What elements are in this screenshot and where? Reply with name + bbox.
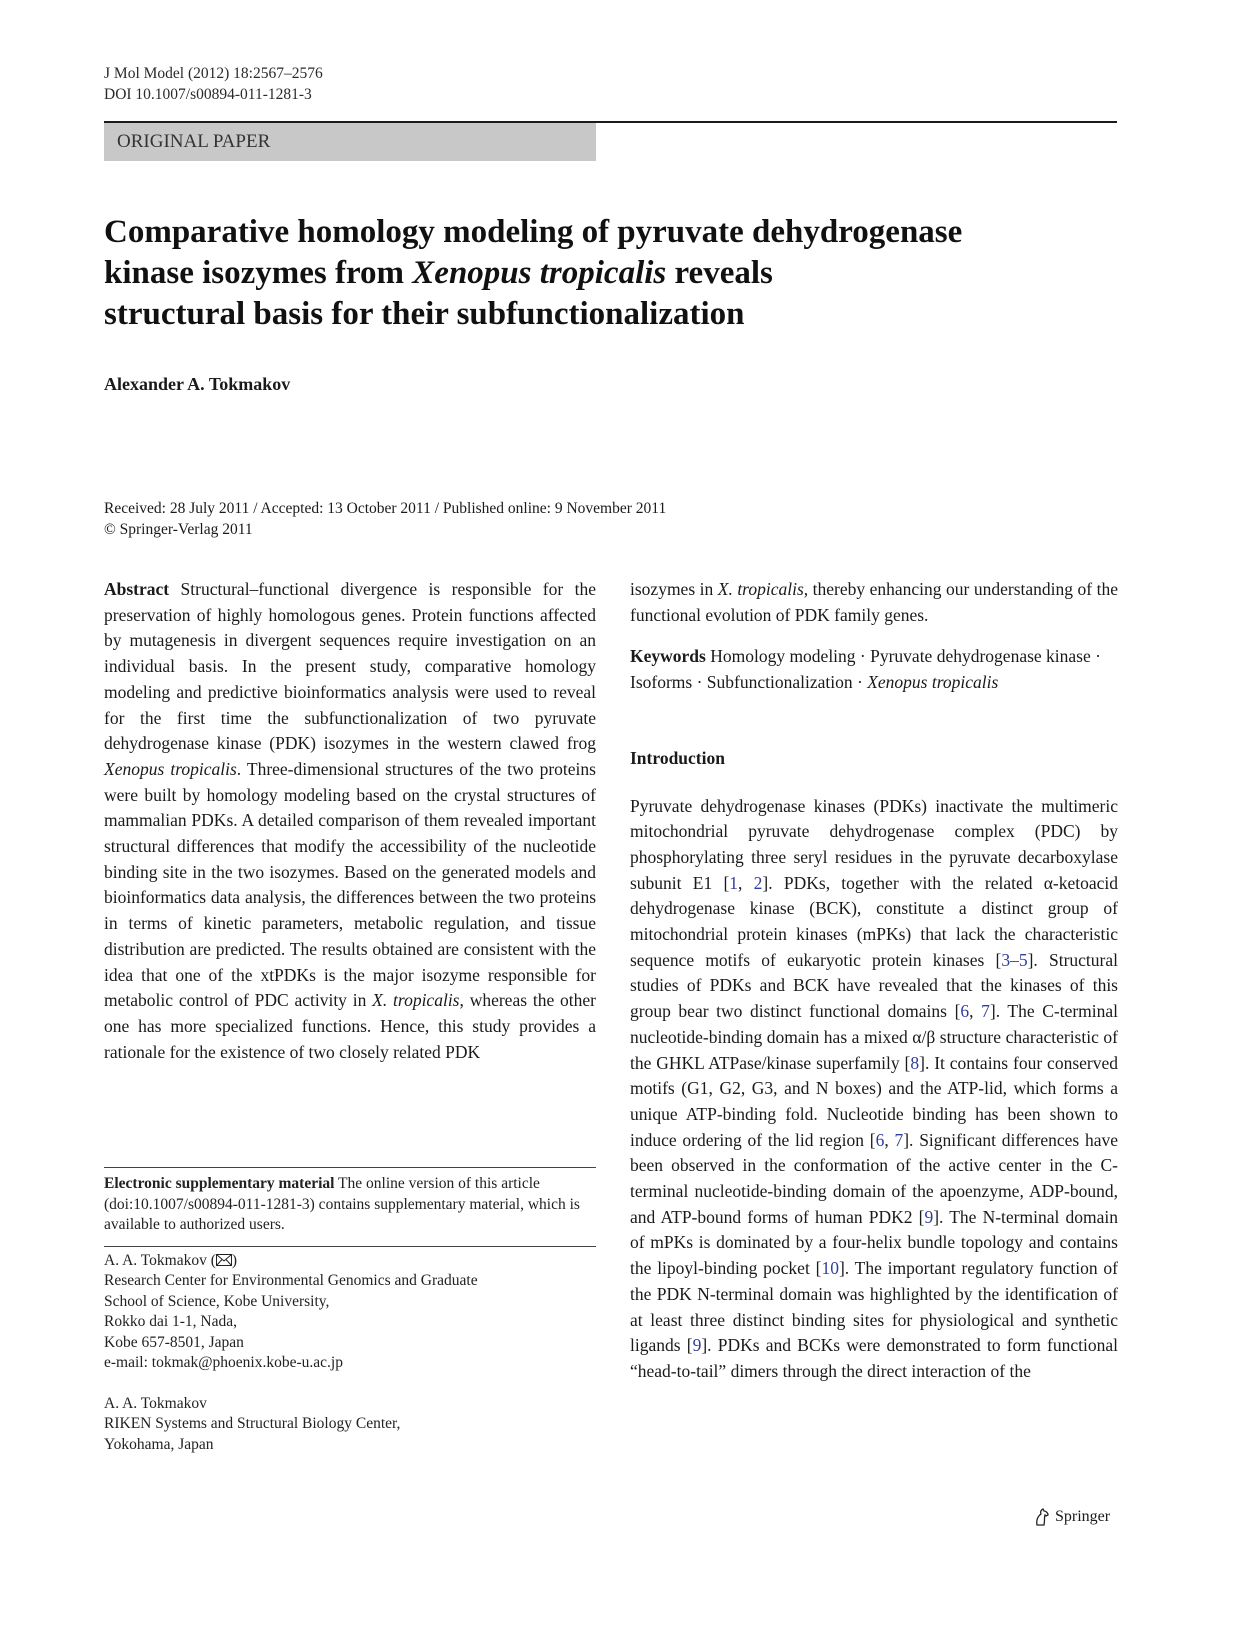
affiliation-line: Rokko dai 1-1, Nada,: [104, 1313, 238, 1330]
right-column: [630, 577, 1118, 1385]
author-name: Alexander A. Tokmakov: [104, 374, 291, 394]
intro-text: ,: [884, 1129, 895, 1150]
copyright: © Springer-Verlag 2011: [104, 521, 253, 538]
intro-text: ,: [969, 1001, 982, 1022]
author-email[interactable]: e-mail: tokmak@phoenix.kobe-u.ac.jp: [104, 1354, 343, 1371]
doi-line: DOI 10.1007/s00894-011-1281-3: [104, 86, 312, 103]
affiliation-author-close: ): [231, 1251, 238, 1269]
keywords: [630, 644, 1118, 695]
affiliation-line: School of Science, Kobe University,: [104, 1292, 330, 1310]
introduction-paragraph: [630, 794, 1118, 1385]
abstract-text: Structural–functional divergence is responsible for the preservation of highly homologous genes. Protein functions affected by mutagenesis in divergent sequences require investigation on an individual basis. In the present study, comparative homology modeling and predictive bioinformatics analysis were used to reveal for the first time the subfunctionalization of two pyruvate dehydrogenase kinase (PDK) isozymes in the western clawed frog: [104, 579, 596, 754]
affiliation-1: [104, 1251, 596, 1374]
abstract-continuation: [630, 577, 1118, 628]
citation-link[interactable]: 7: [981, 1001, 990, 1022]
intro-text: ]. PDKs, together with the related α-ketoacid dehydrogenase kinase (BCK), constitute a distinct group of mitochondrial protein kinases (mPKs) that lack the characteristic sequence motifs of eukaryotic protein kinases [: [630, 872, 1118, 970]
introduction-heading: Introduction: [630, 747, 725, 768]
abstract-text: isozymes in: [630, 579, 718, 599]
left-column: [104, 577, 596, 1065]
journal-citation: [104, 63, 323, 105]
citation-link[interactable]: 1: [729, 872, 739, 893]
affiliation-author: [104, 1251, 596, 1272]
intro-text: ]. It contains four conserved motifs (G1, G2, G3, and N boxes) and the ATP-lid, which forms a unique ATP-binding fold. Nucleotide binding has been shown to induce ordering of the lid region [: [630, 1052, 1118, 1150]
footnotes: [104, 1167, 596, 1455]
citation-link[interactable]: 9: [924, 1206, 934, 1227]
abstract-text: . Three-dimensional structures of the two proteins were built by homology modeling based on the crystal structures of mammalian PDKs. A detailed comparison of them revealed important structural differences that modify the accessibility of the nucleotide binding site in the two isozymes. Based on the generated models and bioinformatics data analysis, the differences between the two proteins in terms of kinetic parameters, metabolic regulation, and tissue distribution are predicted. The results obtained are consistent with the idea that one of the xtPDKs is the major isozyme responsible for metabolic control of PDC activity in: [104, 758, 596, 1011]
keywords-species: Xenopus tropicalis: [867, 672, 999, 693]
title-line-3: structural basis for their subfunctionalization: [104, 296, 745, 332]
citation-link[interactable]: 10: [821, 1258, 839, 1279]
intro-text: ]. Significant differences have been observed in the conformation of the active center in the C-terminal nucleotide-binding domain of the apoenzyme, ADP-bound, and ATP-bound forms of human PDK2 [: [630, 1129, 1118, 1227]
envelope-icon: [216, 1254, 232, 1266]
citation-link[interactable]: 3–5: [1001, 949, 1028, 970]
section-label: ORIGINAL PAPER: [117, 131, 271, 152]
springer-horse-icon: [1033, 1507, 1051, 1527]
publication-dates: [104, 498, 666, 540]
citation-link[interactable]: 6: [960, 1001, 970, 1022]
abstract-text: thereby enhancing our understanding of the functional evolution of PDK family genes.: [630, 579, 1118, 625]
abstract-paragraph: [104, 577, 596, 1065]
citation-link[interactable]: 6: [875, 1129, 885, 1150]
intro-text: ]. Structural studies of PDKs and BCK have revealed that the kinases of this group bear two distinct functional domains [: [630, 949, 1118, 1022]
footnote-rule: [104, 1167, 596, 1168]
affiliation-line: Kobe 657-8501, Japan: [104, 1333, 244, 1351]
title-line-1: Comparative homology modeling of pyruvate dehydrogenase: [104, 214, 963, 250]
keywords-text: Homology modeling · Pyruvate dehydrogenase kinase · Isoforms · Subfunctionalization ·: [630, 646, 1101, 693]
title-text: reveals: [666, 255, 773, 291]
citation-link[interactable]: 7: [894, 1129, 904, 1150]
journal-line: J Mol Model (2012) 18:2567–2576: [104, 65, 323, 82]
title-text: kinase isozymes from: [104, 255, 413, 291]
title-line-2: [104, 253, 1104, 294]
esm-text: The online version of this article (doi:10.1007/s00894-011-1281-3) contains supplementary material, which is available to authorized users.: [104, 1175, 580, 1233]
abstract-heading: Abstract: [104, 579, 170, 599]
affiliation-author: A. A. Tokmakov: [104, 1394, 207, 1412]
footnote-rule: [104, 1246, 596, 1247]
section-label-bar: [104, 123, 596, 161]
title-species: Xenopus tropicalis: [412, 255, 667, 291]
intro-text: ]. The important regulatory function of the PDK N-terminal domain was highlighted by the identification of at least three distinct binding sites for physiological and synthetic ligands [: [630, 1258, 1118, 1356]
keywords-heading: Keywords: [630, 646, 706, 667]
esm-note: [104, 1174, 596, 1236]
paper-title: [104, 212, 1104, 335]
abstract-text: , whereas the other one has more specialized functions. Hence, this study provides a rationale for the existence of two closely related PDK: [104, 990, 596, 1062]
affiliation-author-name: A. A. Tokmakov (: [104, 1251, 216, 1269]
abstract-species: X. tropicalis: [372, 990, 460, 1011]
affiliation-line: Yokohama, Japan: [104, 1435, 214, 1453]
publisher-name: Springer: [1055, 1508, 1111, 1525]
intro-text: ]. The N-terminal domain of mPKs is dominated by a four-helix bundle topology and contains the lipoyl-binding pocket [: [630, 1206, 1118, 1279]
affiliation-line: RIKEN Systems and Structural Biology Center,: [104, 1415, 401, 1432]
intro-text: Pyruvate dehydrogenase kinases (PDKs) inactivate the multimeric mitochondrial pyruvate dehydrogenase complex (PDC) by phosphorylating three seryl residues in the pyruvate decarboxylase subunit E1 [: [630, 795, 1118, 893]
received-dates: Received: 28 July 2011 / Accepted: 13 October 2011 / Published online: 9 November 2011: [104, 500, 667, 517]
citation-link[interactable]: 9: [692, 1335, 702, 1356]
abstract-species: Xenopus tropicalis: [104, 758, 237, 779]
citation-link[interactable]: 8: [910, 1052, 920, 1073]
publisher-logo: [1033, 1507, 1110, 1527]
affiliation-line: Research Center for Environmental Genomics and Graduate: [104, 1272, 478, 1289]
abstract-species: X. tropicalis,: [717, 579, 809, 599]
intro-text: ]. PDKs and BCKs were demonstrated to form functional “head-to-tail” dimers through the direct interaction of the: [630, 1335, 1118, 1381]
intro-text: ]. The C-terminal nucleotide-binding domain has a mixed α/β structure characteristic of the GHKL ATPase/kinase superfamily [: [630, 1001, 1119, 1073]
esm-heading: Electronic supplementary material: [104, 1175, 335, 1192]
intro-text: ,: [738, 872, 754, 893]
citation-link[interactable]: 2: [753, 872, 763, 893]
affiliation-2: [104, 1394, 596, 1456]
